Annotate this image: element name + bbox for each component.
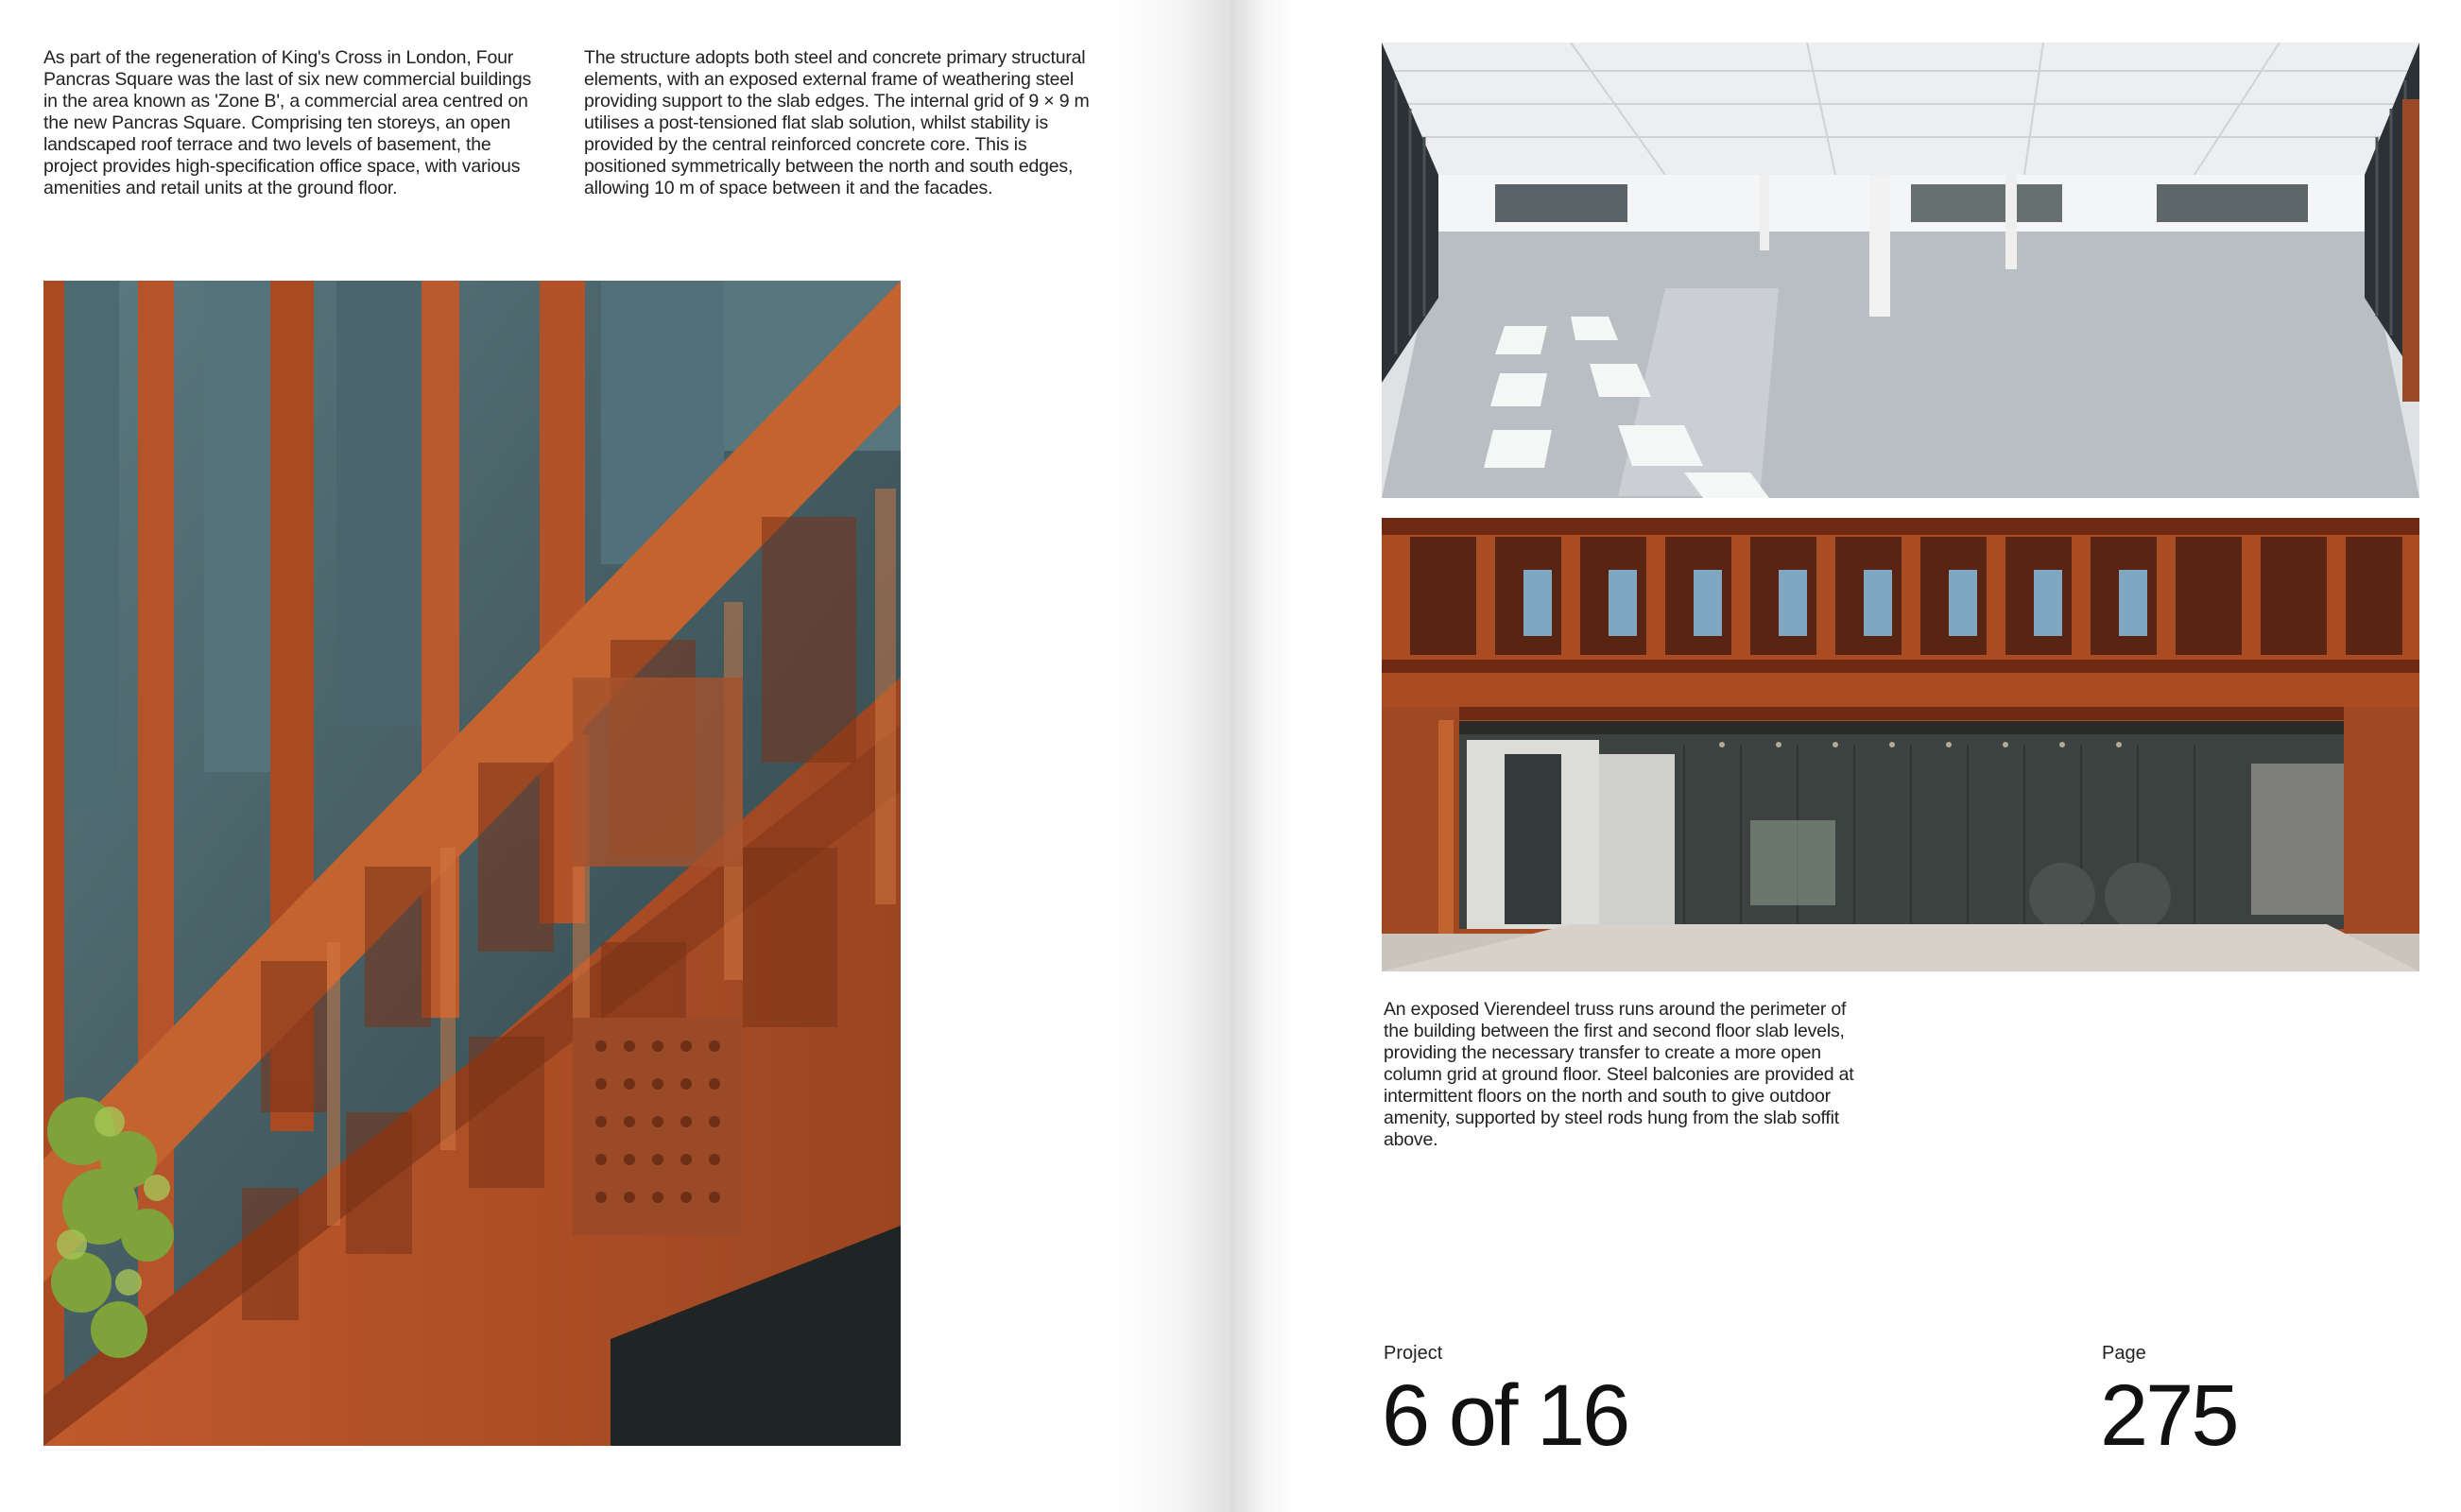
gutter-shadow	[1115, 0, 1230, 1512]
facade-illustration	[43, 281, 901, 1446]
gutter-shadow	[1230, 0, 1297, 1512]
intro-paragraph: As part of the regeneration of King's Cross in London, Four Pancras Square was the last of six new commercial buildings in the area known as 'Zone B', a commercial area centred on the new Pancras Square. Comprising ten storeys, an open landscaped roof terrace and two levels of basement, the project provides high-specification office space, with various amenities and retail units at the ground floor.	[43, 47, 532, 198]
interior-photo	[1382, 43, 2419, 498]
right-page	[1230, 0, 2461, 1512]
project-counter: 6 of 16	[1382, 1367, 1628, 1464]
entrance-illustration	[1382, 518, 2419, 971]
project-label: Project	[1384, 1343, 1443, 1364]
structure-paragraph: The structure adopts both steel and concrete primary structural elements, with an exposed external frame of weathering steel providing support to the slab edges. The internal grid of 9 × 9 m utilises a post-tensioned flat slab solution, whilst stability is provided by the central reinforced concrete core. This is positioned symmetrically between the north and south edges, allowing 10 m of space between it and the facades.	[584, 47, 1090, 198]
facade-photo	[43, 281, 901, 1446]
caption-paragraph: An exposed Vierendeel truss runs around the perimeter of the building between the first and second floor slab levels, providing the necessary transfer to create a more open column grid at ground floor. Steel balconies are provided at intermittent floors on the north and south to give outdoor amenity, supported by steel rods hung from the slab soffit above.	[1384, 999, 1854, 1150]
left-page	[0, 0, 1230, 1512]
interior-illustration	[1382, 43, 2419, 498]
entrance-photo	[1382, 518, 2419, 971]
page-number: 275	[2100, 1367, 2237, 1464]
page-label: Page	[2102, 1343, 2146, 1364]
